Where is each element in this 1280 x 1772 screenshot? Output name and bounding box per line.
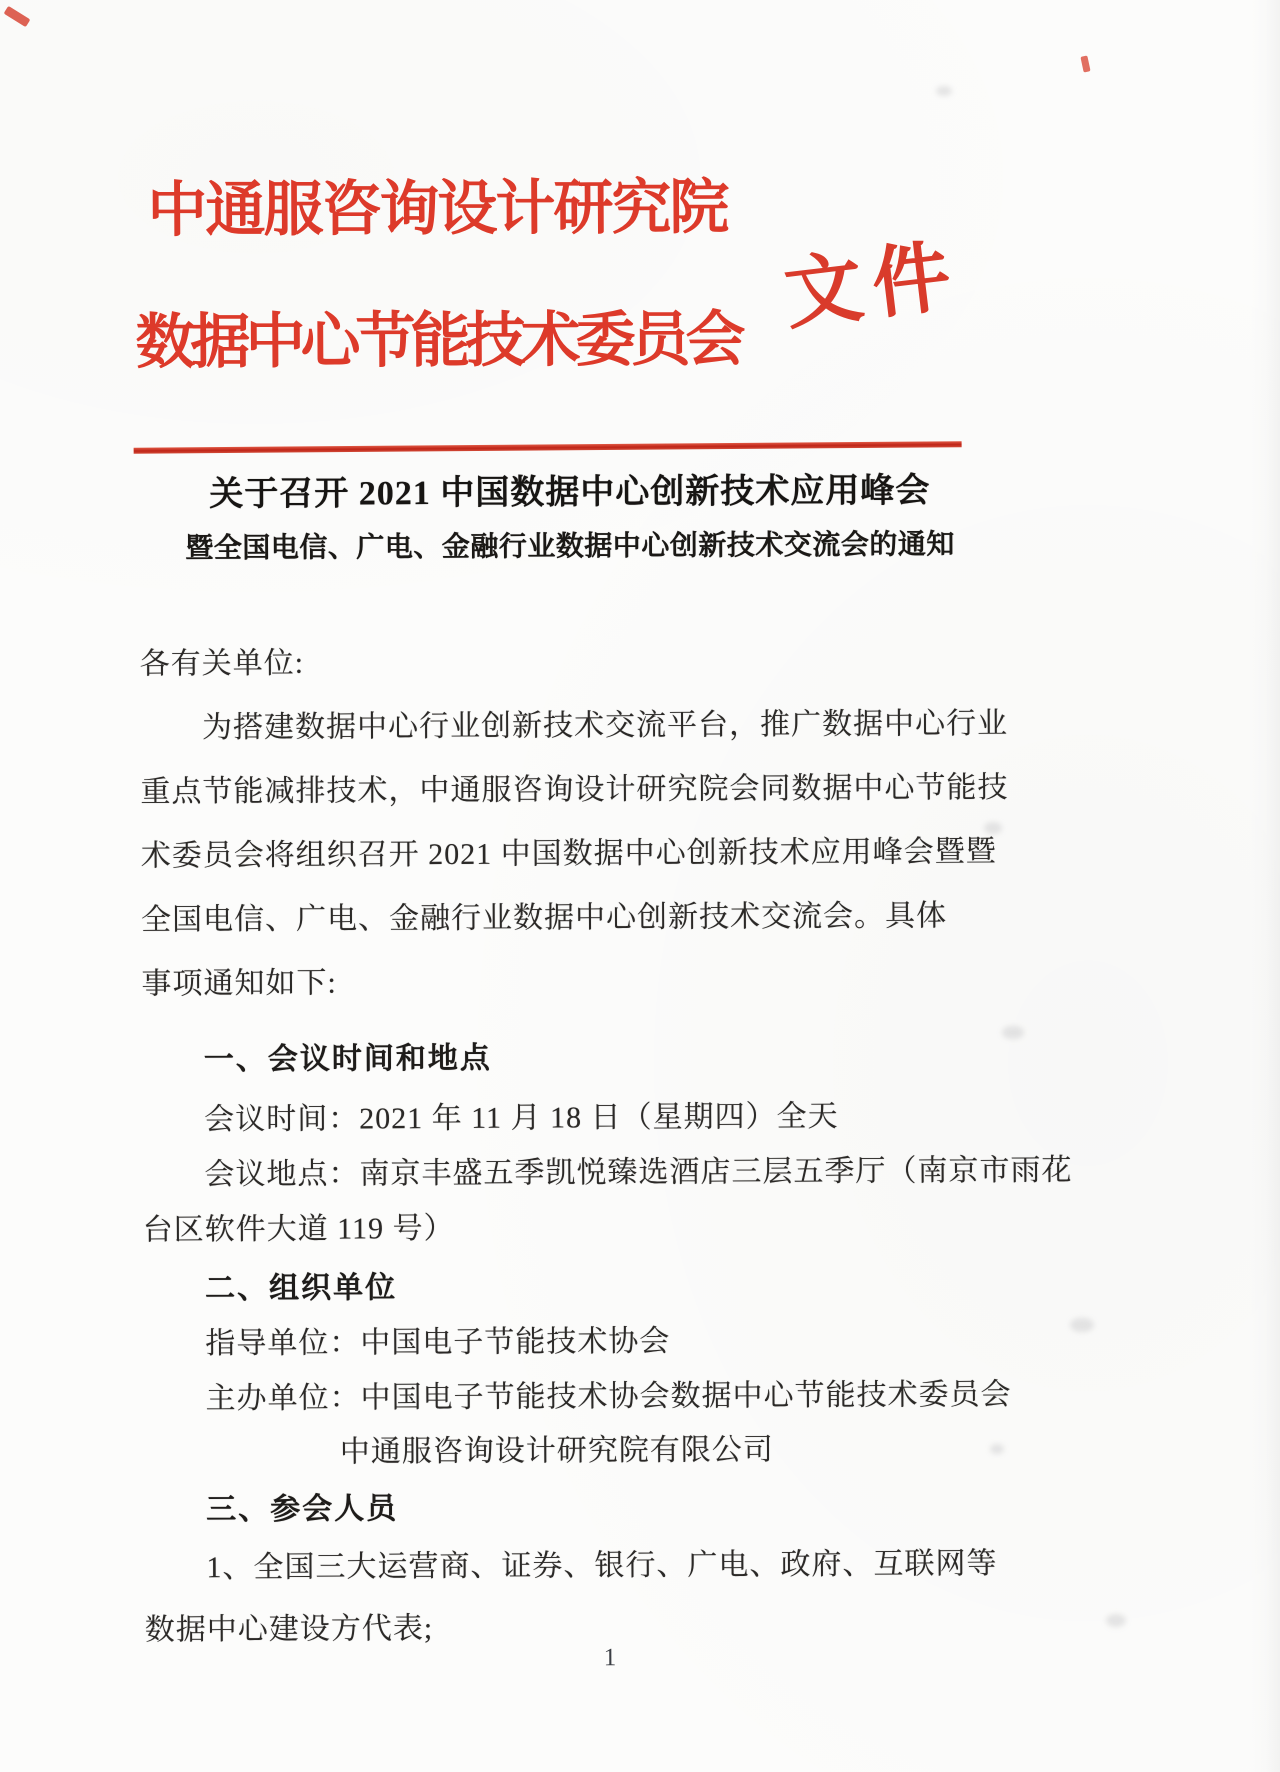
page-number: 1 [603, 1644, 617, 1672]
host-org-line-2: 中通服咨询设计研究院有限公司 [339, 1433, 774, 1469]
org-name-line2: 数据中心节能技术委员会 [135, 305, 741, 376]
document-type-label: 文件 [779, 230, 966, 339]
document-title: 关于召开 2021 中国数据中心创新技术应用峰会 [209, 472, 931, 514]
attendee-line-2: 数据中心建设方代表; [144, 1612, 434, 1647]
paragraph-line: 事项通知如下: [141, 966, 337, 1001]
section-heading-3: 三、参会人员 [206, 1492, 399, 1527]
meeting-time-line: 会议时间：2021 年 11 月 18 日（星期四）全天 [204, 1099, 839, 1137]
document-body [139, 628, 1073, 1662]
letterhead [0, 0, 1276, 376]
paragraph-line: 全国电信、广电、金融行业数据中心创新技术交流会。具体 [141, 899, 948, 937]
attendee-line-1: 1、全国三大运营商、证券、银行、广电、政府、互联网等 [206, 1547, 998, 1585]
paragraph-line: 术委员会将组织召开 2021 中国数据中心创新技术应用峰会暨暨 [140, 835, 997, 873]
paragraph-line: 重点节能减排技术，中通服咨询设计研究院会同数据中心节能技 [140, 771, 1009, 809]
section-heading-2: 二、组织单位 [204, 1271, 398, 1306]
meeting-venue-line-2: 台区软件大道 119 号） [142, 1211, 455, 1247]
paragraph-line: 为搭建数据中心行业创新技术交流平台，推广数据中心行业 [202, 707, 1009, 745]
guiding-org-line: 指导单位：中国电子节能技术协会 [205, 1324, 671, 1361]
meeting-venue-line-1: 会议地点：南京丰盛五季凯悦臻选酒店三层五季厅（南京市雨花 [204, 1153, 1073, 1192]
salutation-line: 各有关单位: [139, 646, 305, 681]
host-org-line-1: 主办单位：中国电子节能技术协会数据中心节能技术委员会 [205, 1378, 1012, 1416]
section-heading-1: 一、会议时间和地点 [203, 1041, 492, 1077]
org-name-line1: 中通服咨询设计研究院 [147, 173, 728, 244]
document-subtitle: 暨全国电信、广电、金融行业数据中心创新技术交流会的通知 [185, 529, 955, 565]
red-divider-line [134, 441, 962, 454]
issuing-org-names [129, 157, 746, 392]
